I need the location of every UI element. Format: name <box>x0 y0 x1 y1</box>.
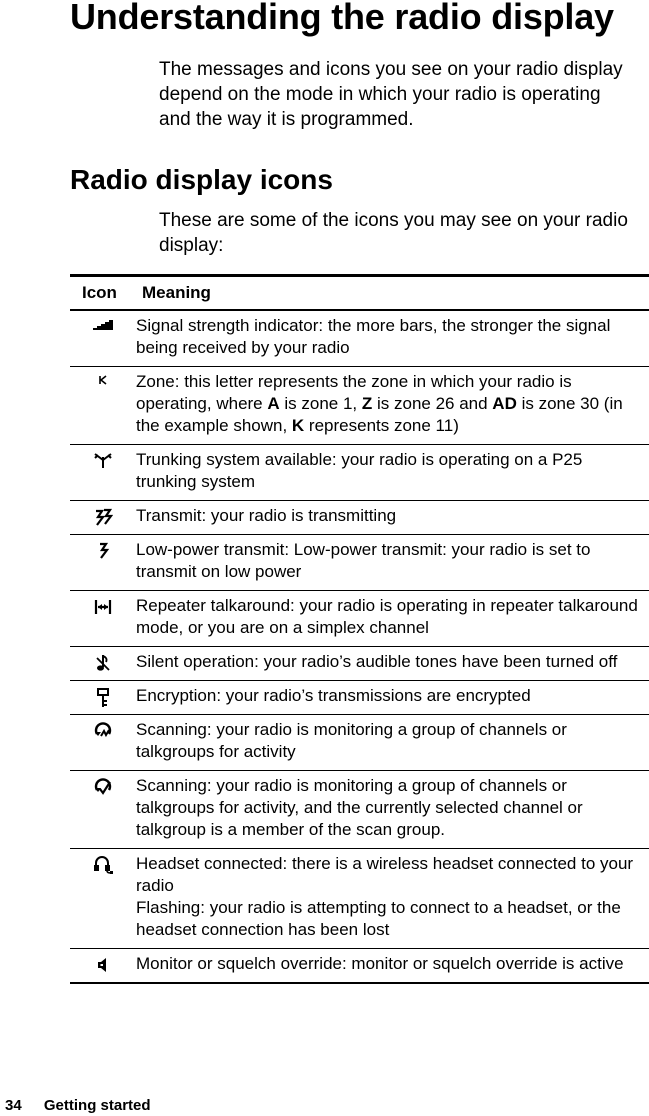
table-row <box>70 591 649 647</box>
zone-letter-z: Z <box>361 394 373 413</box>
table-row <box>70 647 649 681</box>
low-power-transmit-icon <box>70 535 135 590</box>
row-meaning: Silent operation: your radio’s audible tones have been turned off <box>136 652 618 671</box>
table-header <box>70 277 649 311</box>
zone-letter-k: K <box>291 416 305 435</box>
page-title: Understanding the radio display <box>70 0 614 37</box>
page-number: 34 <box>5 1097 22 1114</box>
signal-strength-icon <box>70 311 135 366</box>
section-intro-paragraph: These are some of the icons you may see on your radio display: <box>159 210 628 256</box>
row-meaning: Repeater talkaround: your radio is operating in repeater talkaround mode, or you are on a simplex channel <box>136 596 638 637</box>
header-meaning: Meaning <box>142 283 211 302</box>
row-meaning: Scanning: your radio is monitoring a group of channels or talkgroups for activity <box>136 720 567 761</box>
table-row <box>70 715 649 771</box>
footer-section: Getting started <box>43 1097 151 1114</box>
text-segment: represents zone 11) <box>304 416 459 435</box>
silent-note-icon <box>70 647 135 680</box>
speaker-monitor-icon <box>70 949 135 982</box>
text-segment: is zone 30 (in the example shown, <box>136 394 623 435</box>
icon-table <box>70 274 649 984</box>
trunking-antenna-icon <box>70 445 135 500</box>
text-segment: Zone: this letter represents the zone in which your radio is operating, where <box>136 372 572 413</box>
scan-icon <box>70 715 135 770</box>
zone-letter-a: A <box>267 394 280 413</box>
text-segment: is zone 1, <box>279 394 362 413</box>
header-icon: Icon <box>82 283 117 302</box>
talkaround-icon <box>70 591 135 646</box>
encryption-key-icon <box>70 681 135 714</box>
table-row <box>70 501 649 535</box>
table-row <box>70 367 649 445</box>
zone-letter-ad: AD <box>492 394 517 413</box>
row-meaning: Low-power transmit: Low-power transmit: your radio is set to transmit on low power <box>136 540 591 581</box>
scan-member-icon <box>70 771 135 848</box>
headset-icon <box>70 849 135 948</box>
headset-connected-text: Headset connected: there is a wireless headset connected to your radio <box>136 854 634 895</box>
table-row <box>70 681 649 715</box>
row-meaning: Scanning: your radio is monitoring a group of channels or talkgroups for activity, and the currently selected channel or talkgroup is a member of the scan group. <box>136 776 583 839</box>
row-meaning: Monitor or squelch override: monitor or squelch override is active <box>136 954 624 973</box>
table-row <box>70 949 649 982</box>
row-meaning: Trunking system available: your radio is operating on a P25 trunking system <box>136 450 583 491</box>
row-meaning: Signal strength indicator: the more bars, the stronger the signal being received by your radio <box>136 316 611 357</box>
row-meaning <box>135 367 649 444</box>
section-heading: Radio display icons <box>70 164 333 195</box>
page-footer <box>5 1097 151 1114</box>
table-row <box>70 311 649 367</box>
row-meaning: Transmit: your radio is transmitting <box>136 506 397 525</box>
text-segment: is zone 26 and <box>372 394 493 413</box>
zone-letter-k-icon <box>70 367 135 444</box>
table-row <box>70 535 649 591</box>
table-row <box>70 849 649 949</box>
intro-paragraph: The messages and icons you see on your radio display depend on the mode in which your radio is operating and the way it is programmed. <box>159 59 623 130</box>
table-row <box>70 445 649 501</box>
headset-flashing-text: Flashing: your radio is attempting to connect to a headset, or the headset connection has been lost <box>136 898 621 939</box>
row-meaning <box>135 849 649 948</box>
table-row <box>70 771 649 849</box>
row-meaning: Encryption: your radio’s transmissions are encrypted <box>136 686 531 705</box>
transmit-bolt-icon <box>70 501 135 534</box>
